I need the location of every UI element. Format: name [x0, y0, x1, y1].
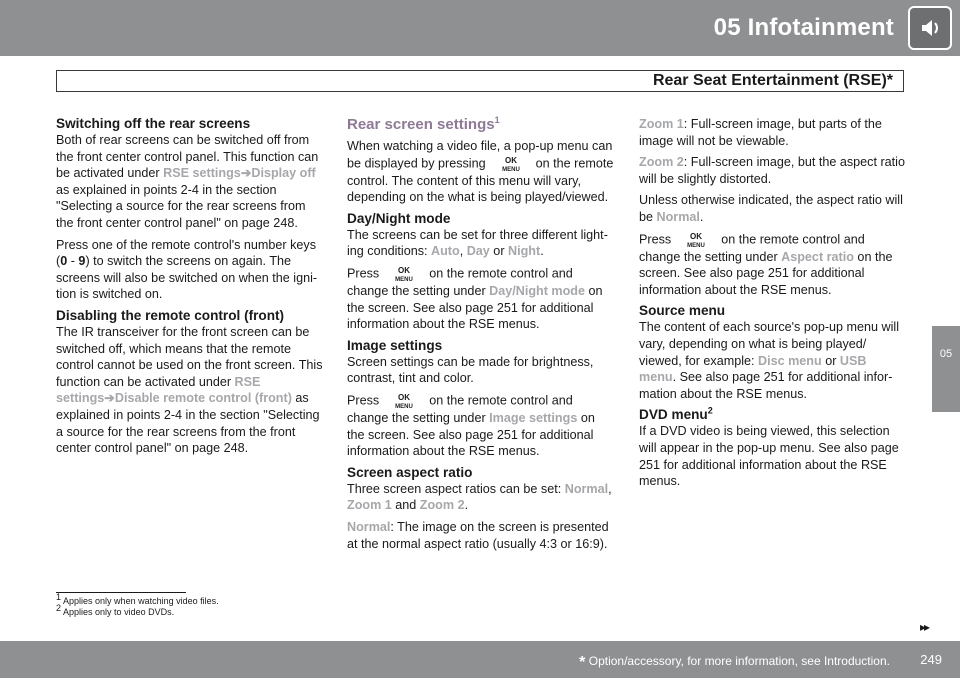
header-band — [0, 0, 960, 56]
menu-rse-settings: RSE settings — [56, 374, 261, 406]
option-normal: Normal — [656, 209, 700, 224]
column-right — [639, 116, 907, 495]
ok-menu-button-icon — [393, 265, 415, 283]
arrow-icon: ➔ — [104, 391, 115, 406]
paragraph-image-settings: Screen settings can be made for brightness, contrast, tint and color. — [347, 354, 594, 386]
option-night: Night — [508, 244, 541, 259]
chapter-title: 05 Infotainment — [713, 14, 894, 41]
paragraph-day-night: The screens can be set for three different lighting conditions: Auto, Day or Night. — [347, 227, 608, 259]
option-zoom-2: Zoom 2 — [419, 498, 465, 513]
footnote-ref-1: 1 — [494, 115, 500, 125]
heading-switching-off: Switching off the rear screens — [56, 116, 251, 131]
menu-disable-remote: Disable remote control (front) — [114, 391, 292, 406]
continue-arrows-icon: ▸▸ — [920, 620, 929, 634]
ok-menu-button-icon — [500, 155, 522, 173]
footnote-ref-2: 2 — [707, 405, 713, 416]
footer-note: * Option/accessory, for more information, see Introduction. — [579, 654, 890, 671]
paragraph-disabling-remote: The IR transceiver for the front screen can be switched off, which means that the remote control cannot be used on the front screen. This function can be activated under RSE settings➔Disable remote control (front) as explained in points 2-4 in the section "Selecting a source for the rear screens from the front center control panel" on page 248. — [56, 324, 323, 456]
menu-disc-menu: Disc menu — [758, 353, 822, 368]
svg-text:OK: OK — [398, 392, 411, 402]
svg-text:OK: OK — [504, 155, 517, 165]
heading-day-night: Day/Night mode — [347, 210, 451, 226]
heading-rear-screen-settings: Rear screen settings$^1$ — [347, 115, 500, 133]
menu-usb-menu: USB menu — [639, 353, 867, 385]
option-zoom-1: Zoom 1 — [347, 498, 392, 513]
option-auto: Auto — [431, 244, 460, 259]
menu-display-off: Display off — [251, 166, 316, 181]
option-normal: Normal — [564, 481, 609, 496]
heading-screen-aspect: Screen aspect ratio — [347, 464, 473, 480]
footer-band — [0, 641, 960, 678]
svg-text:MENU: MENU — [687, 242, 706, 249]
paragraph-aspect-press: Press OK MENU on the remote control and change the setting under Aspect ratio on the screen. See also page 251 for additional information about the RSE menus. — [639, 231, 893, 297]
option-zoom-2: Zoom 2 — [639, 155, 684, 170]
menu-image-settings: Image settings — [489, 410, 578, 425]
chapter-tab — [932, 326, 960, 412]
section-title: Rear Seat Entertainment (RSE)* — [652, 72, 893, 89]
paragraph-source-menu: The content of each source's pop-up menu will vary, depending on what is being played/ viewed, for example: Disc menu or USB menu. See also page 251 for additional information about the RSE menus. — [639, 320, 900, 401]
svg-text:MENU: MENU — [395, 276, 414, 283]
footnote-rule — [56, 592, 186, 593]
option-day: Day — [466, 244, 490, 259]
column-left — [56, 116, 324, 462]
ok-menu-button-icon — [393, 392, 415, 410]
paragraph-switching-off: Both of rear screens can be switched off from the front center control panel. This function can be activated under RSE settings➔Display off as explained in points 2-4 in the section "Selecting a source for the rear screens from the front center control panel" on page 248. — [56, 133, 319, 230]
menu-aspect-ratio: Aspect ratio — [781, 249, 854, 264]
svg-text:MENU: MENU — [501, 166, 520, 173]
arrow-icon: ➔ — [240, 166, 252, 181]
section-bar — [56, 70, 904, 92]
paragraph-zoom-1: Zoom 1: Full-screen image, but parts of the image will not be viewable. — [639, 117, 882, 148]
key-0: 0 — [60, 254, 68, 269]
heading-dvd-menu: DVD menu$^2$ — [639, 405, 713, 423]
svg-text:OK: OK — [690, 231, 703, 241]
heading-image-settings: Image settings — [347, 337, 443, 353]
chapter-tab-label: 05 — [939, 348, 953, 360]
speaker-icon — [908, 6, 952, 50]
page-number: 249 — [920, 652, 942, 667]
paragraph-default-aspect: Unless otherwise indicated, the aspect ratio will be Normal. — [639, 193, 903, 224]
paragraph-popup-menu: When watching a video file, a pop-up menu can be displayed by pressing OK MENU on the remote control. The content of this menu will vary, depending on the what is being played/viewed. — [347, 139, 614, 205]
paragraph-normal: Normal: The image on the screen is presented at the normal aspect ratio (usually 4:3 or 16:9). — [347, 519, 609, 551]
paragraph-aspect-options: Three screen aspect ratios can be set: Normal, Zoom 1 and Zoom 2. — [347, 481, 612, 513]
menu-day-night-mode: Day/Night mode — [489, 283, 586, 298]
svg-text:MENU: MENU — [395, 403, 414, 410]
option-star: * — [579, 654, 586, 671]
paragraph-image-settings-press: Press OK MENU on the remote control and change the setting under Image settings on the screen. See also page 251 for additional information about the RSE menus. — [347, 392, 595, 459]
key-9: 9 — [78, 254, 86, 269]
option-normal: Normal — [347, 519, 391, 534]
heading-source-menu: Source menu — [639, 303, 726, 319]
paragraph-dvd-menu: If a DVD video is being viewed, this selection will appear in the pop-up menu. See also page 251 for additional information about the RSE menus. — [639, 424, 899, 489]
heading-disabling-remote: Disabling the remote control (front) — [56, 307, 285, 323]
footnote-2: $^2$ Applies only to video DVDs. — [56, 603, 175, 617]
option-zoom-1: Zoom 1 — [639, 117, 684, 131]
paragraph-day-night-press: Press OK MENU on the remote control and change the setting under Day/Night mode on the screen. See also page 251 for additional information about the RSE menus. — [347, 265, 603, 332]
paragraph-zoom-2: Zoom 2: Full-screen image, but the aspect ratio will be slightly distorted. — [639, 155, 905, 186]
footnote-1: $^1$ Applies only when watching video files. — [56, 592, 219, 606]
column-middle — [347, 116, 615, 557]
svg-text:OK: OK — [398, 265, 411, 275]
ok-menu-button-icon — [685, 231, 707, 249]
menu-rse-settings: RSE settings — [163, 166, 241, 181]
paragraph-number-keys: Press one of the remote control's number keys (0 - 9) to switch the screens on again. The screens will also be switched on when the ignition is switched on. — [56, 237, 318, 302]
